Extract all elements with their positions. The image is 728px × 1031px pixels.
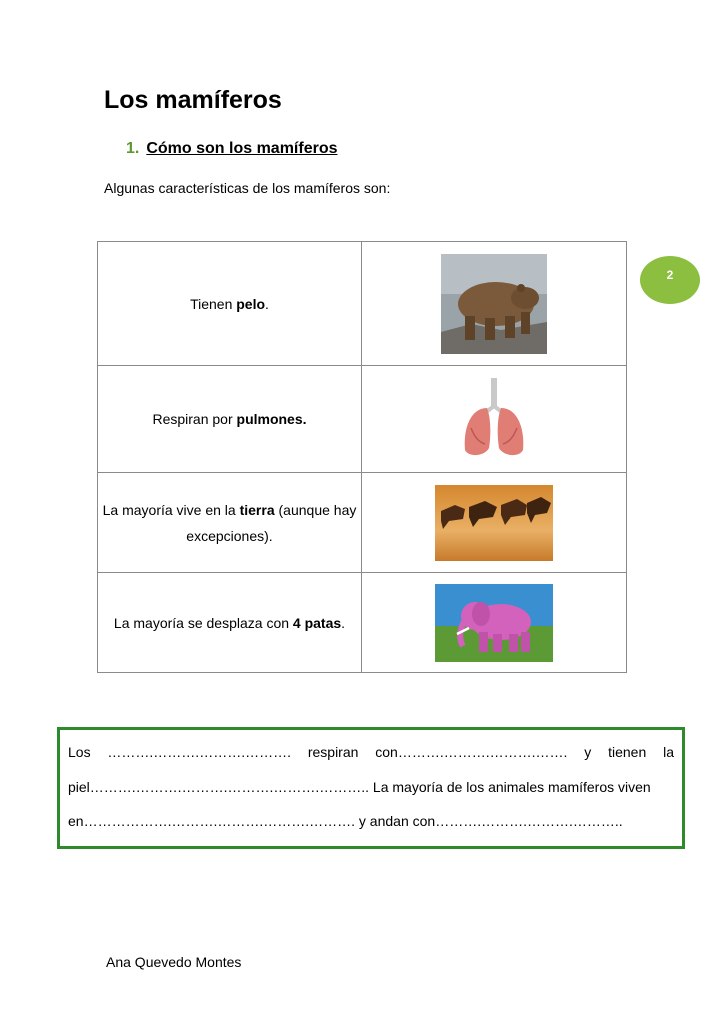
horses-image [435,485,553,561]
features-table [97,241,627,673]
feature-row [98,366,627,473]
elephant-image [435,584,553,662]
intro-text: Algunas características de los mamíferos son: [104,180,391,196]
section-title: Cómo son los mamíferos [146,140,338,157]
section-number: 1. [126,140,140,157]
feature-image-cell [362,242,627,366]
bear-image [441,254,547,354]
exercise-line: en……………….……….……….……….………. y andan con……….……….……….……….. [68,813,623,829]
lungs-image [459,378,529,460]
exercise-line: piel……….……….……….……….……….……….. La mayoría de los animales mamíferos viven [68,779,651,795]
page-number-badge: 2 [640,256,700,304]
page-title: Los mamíferos [104,86,282,114]
feature-image-cell [362,473,627,573]
feature-text: La mayoría vive en la tierra (aunque hay excepciones). [98,473,362,573]
feature-row [98,242,627,366]
feature-row [98,473,627,573]
exercise-line: Los ……….……….……….………. respiran con……….……….……….……. y tienen la [68,744,674,760]
page-footer: Ana Quevedo Montes [106,954,242,970]
feature-text: Respiran por pulmones. [98,366,362,473]
feature-image-cell [362,366,627,473]
feature-row [98,573,627,673]
fill-in-exercise-box [57,727,685,849]
feature-text: La mayoría se desplaza con 4 patas. [98,573,362,673]
feature-text: Tienen pelo. [98,242,362,366]
section-heading [126,140,338,158]
feature-image-cell [362,573,627,673]
